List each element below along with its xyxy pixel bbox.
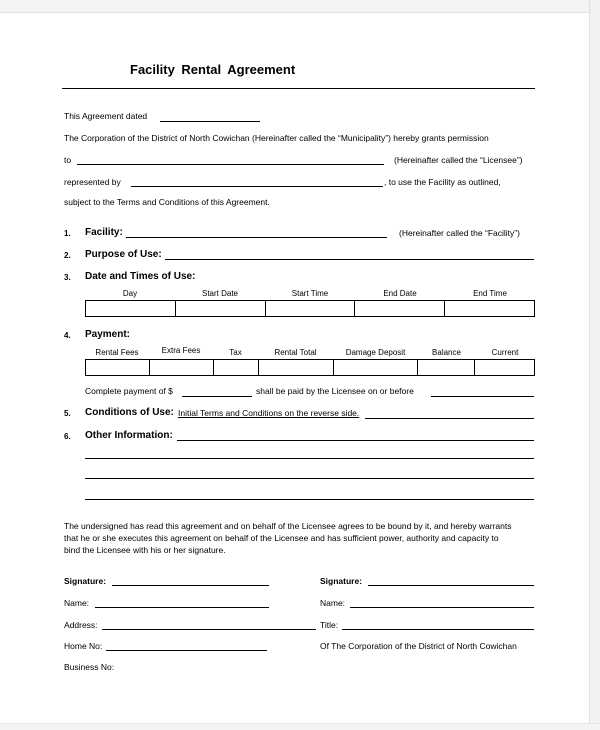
payment-table [85, 359, 535, 376]
payment-cell-tax[interactable] [213, 360, 258, 376]
other-info-line-4[interactable] [85, 499, 534, 500]
dates-cell-end-date[interactable] [355, 301, 445, 317]
payment-col-rental-total: Rental Total [274, 348, 317, 357]
dates-label: Date and Times of Use: [85, 271, 196, 282]
document-title: Facility Rental Agreement [130, 62, 296, 77]
payment-cell-current[interactable] [475, 360, 535, 376]
dates-cell-start-time[interactable] [265, 301, 355, 317]
licensee-name-sign-field[interactable] [95, 607, 269, 608]
licensee-signature-label: Signature: [64, 576, 107, 586]
payment-col-balance: Balance [432, 348, 461, 357]
other-info-line-1[interactable] [177, 440, 534, 441]
business-no-label: Business No: [64, 662, 115, 672]
other-info-label: Other Information: [85, 430, 173, 441]
payment-cell-balance[interactable] [418, 360, 475, 376]
licensee-signature-field[interactable] [112, 585, 269, 586]
conditions-text: Initial Terms and Conditions on the reverse side. [178, 408, 360, 418]
licensee-name-label: Name: [64, 598, 90, 608]
viewer-scrollbar[interactable] [589, 0, 600, 730]
dates-col-start-time: Start Time [291, 289, 329, 298]
facility-label: Facility: [85, 227, 123, 238]
declaration-line-2: that he or she executes this agreement on behalf of the Licensee and has sufficient power, authority and capacity to [64, 533, 499, 543]
payment-due-date-field[interactable] [431, 396, 534, 397]
agreement-dated-label: This Agreement dated [64, 111, 148, 121]
subject-to-terms: subject to the Terms and Conditions of this Agreement. [64, 197, 270, 207]
payment-due-label: shall be paid by the Licensee on or before [256, 386, 414, 396]
licensee-address-field[interactable] [102, 629, 316, 630]
licensee-name-field[interactable] [77, 164, 384, 165]
viewer-bottom-bar [0, 723, 600, 730]
municipality-name-field[interactable] [350, 607, 534, 608]
other-info-line-3[interactable] [85, 478, 534, 479]
municipality-org-label: Of The Corporation of the District of North Cowichan [320, 641, 517, 651]
represented-suffix: , to use the Facility as outlined, [384, 177, 501, 187]
municipality-signature-field[interactable] [368, 585, 534, 586]
complete-payment-label: Complete payment of $ [85, 386, 173, 396]
dates-col-end-date: End Date [383, 289, 417, 298]
viewer-top-bar [0, 0, 600, 13]
section-2-number: 2. [64, 251, 71, 260]
municipality-title-field[interactable] [342, 629, 534, 630]
dates-col-start-date: Start Date [201, 289, 238, 298]
dates-col-day: Day [122, 289, 138, 298]
payment-label: Payment: [85, 329, 131, 340]
dates-col-end-time: End Time [473, 289, 507, 298]
payment-col-extra-fees: Extra Fees [161, 346, 201, 355]
licensee-address-label: Address: [64, 620, 98, 630]
payment-cell-rental-fees[interactable] [86, 360, 150, 376]
dates-cell-end-time[interactable] [445, 301, 535, 317]
agreement-date-field[interactable] [160, 121, 260, 122]
represented-by-label: represented by [64, 177, 121, 187]
representative-field[interactable] [131, 186, 383, 187]
payment-col-current: Current [491, 348, 519, 357]
purpose-field[interactable] [165, 259, 534, 260]
title-rule [62, 88, 535, 89]
dates-cell-start-date[interactable] [175, 301, 265, 317]
section-1-number: 1. [64, 229, 71, 238]
payment-col-tax: Tax [229, 348, 242, 357]
municipality-title-label: Title: [320, 620, 339, 630]
home-no-label: Home No: [64, 641, 103, 651]
conditions-label: Conditions of Use: [85, 407, 174, 418]
other-info-line-2[interactable] [85, 458, 534, 459]
purpose-label: Purpose of Use: [85, 249, 162, 260]
licensee-definition: (Hereinafter called the “Licensee”) [394, 155, 523, 165]
payment-col-damage-deposit: Damage Deposit [345, 348, 406, 357]
declaration-line-3: bind the Licensee with his or her signature. [64, 545, 226, 555]
municipality-signature-label: Signature: [320, 576, 363, 586]
section-6-number: 6. [64, 432, 71, 441]
payment-col-rental-fees: Rental Fees [95, 348, 139, 357]
payment-cell-extra-fees[interactable] [149, 360, 213, 376]
section-3-number: 3. [64, 273, 71, 282]
home-no-field[interactable] [106, 650, 267, 651]
dates-table [85, 300, 535, 317]
section-4-number: 4. [64, 331, 71, 340]
conditions-rule [365, 418, 534, 419]
payment-cell-damage-deposit[interactable] [333, 360, 417, 376]
declaration-line-1: The undersigned has read this agreement and on behalf of the Licensee agrees to be bound by it, and hereby warrants [64, 521, 512, 531]
payment-amount-field[interactable] [182, 396, 252, 397]
dates-cell-day[interactable] [86, 301, 176, 317]
facility-definition: (Hereinafter called the “Facility”) [399, 228, 520, 238]
facility-field[interactable] [126, 237, 387, 238]
municipality-name-label: Name: [320, 598, 346, 608]
section-5-number: 5. [64, 409, 71, 418]
payment-cell-rental-total[interactable] [258, 360, 333, 376]
to-label: to [64, 155, 72, 165]
corporation-statement: The Corporation of the District of North Cowichan (Hereinafter called the “Municipality”) hereby grants permission [64, 133, 489, 143]
